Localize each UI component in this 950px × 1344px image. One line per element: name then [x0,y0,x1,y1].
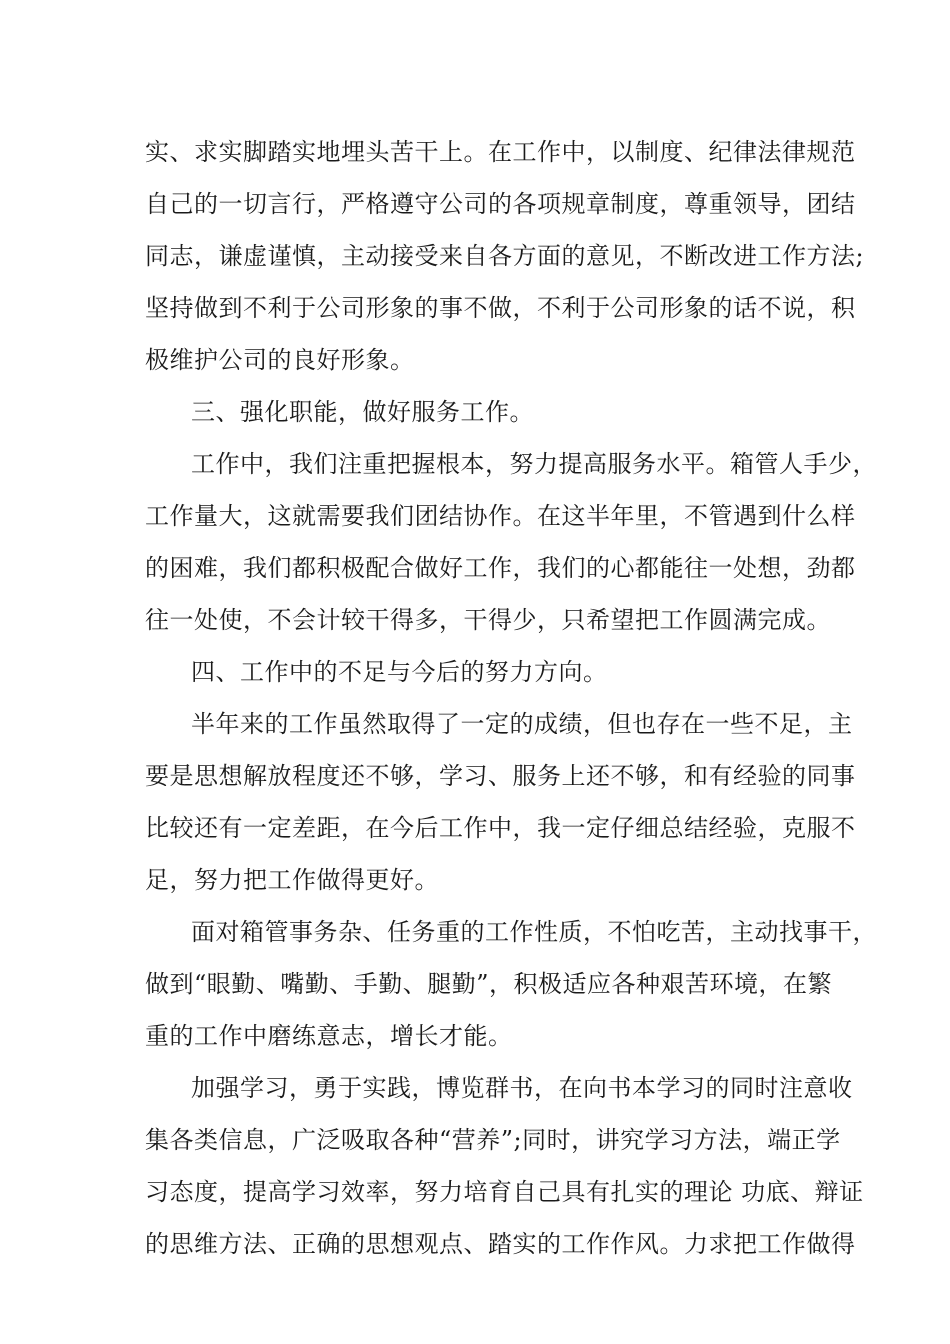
section-heading: 三、强化职能，做好服务工作。 [191,398,534,426]
text-line: 极维护公司的良好形象。 [145,346,415,374]
text-line: 坚持做到不利于公司形象的事不做，不利于公司形象的话不说，积 [145,294,856,322]
text-line: 实、求实脚踏实地埋头苦干上。在工作中，以制度、纪律法律规范 [145,138,856,166]
text-line: 同志，谦虚谨慎，主动接受来自各方面的意见，不断改进工作方法; [145,242,865,270]
text-line: 面对箱管事务杂、任务重的工作性质，不怕吃苦，主动找事干， [191,918,877,946]
text-line: 做到“眼勤、嘴勤、手勤、腿勤”，积极适应各种艰苦环境，在繁 [145,970,833,998]
section-heading: 四、工作中的不足与今后的努力方向。 [191,658,608,686]
text-line: 的困难，我们都积极配合做好工作，我们的心都能往一处想，劲都 [145,554,856,582]
text-line: 工作量大，这就需要我们团结协作。在这半年里，不管遇到什么样 [145,502,856,530]
text-line: 重的工作中磨练意志，增长才能。 [145,1022,513,1050]
text-line: 要是思想解放程度还不够，学习、服务上还不够，和有经验的同事 [145,762,856,790]
text-line: 习态度，提高学习效率，努力培育自己具有扎实的理论 功底、辩证 [145,1178,864,1206]
text-line: 工作中，我们注重把握根本，努力提高服务水平。箱管人手少， [191,450,877,478]
text-line: 往一处使，不会计较干得多，干得少，只希望把工作圆满完成。 [145,606,831,634]
text-line: 加强学习，勇于实践，博览群书，在向书本学习的同时注意收 [191,1074,853,1102]
text-line: 半年来的工作虽然取得了一定的成绩，但也存在一些不足，主 [191,710,853,738]
text-line: 集各类信息，广泛吸取各种“营养”;同时，讲究学习方法，端正学 [145,1126,841,1154]
text-line: 足，努力把工作做得更好。 [145,866,439,894]
text-line: 的思维方法、正确的思想观点、踏实的工作作风。力求把工作做得 [145,1230,856,1258]
text-line: 比较还有一定差距，在今后工作中，我一定仔细总结经验，克服不 [145,814,856,842]
text-line: 自己的一切言行，严格遵守公司的各项规章制度，尊重领导，团结 [145,190,856,218]
